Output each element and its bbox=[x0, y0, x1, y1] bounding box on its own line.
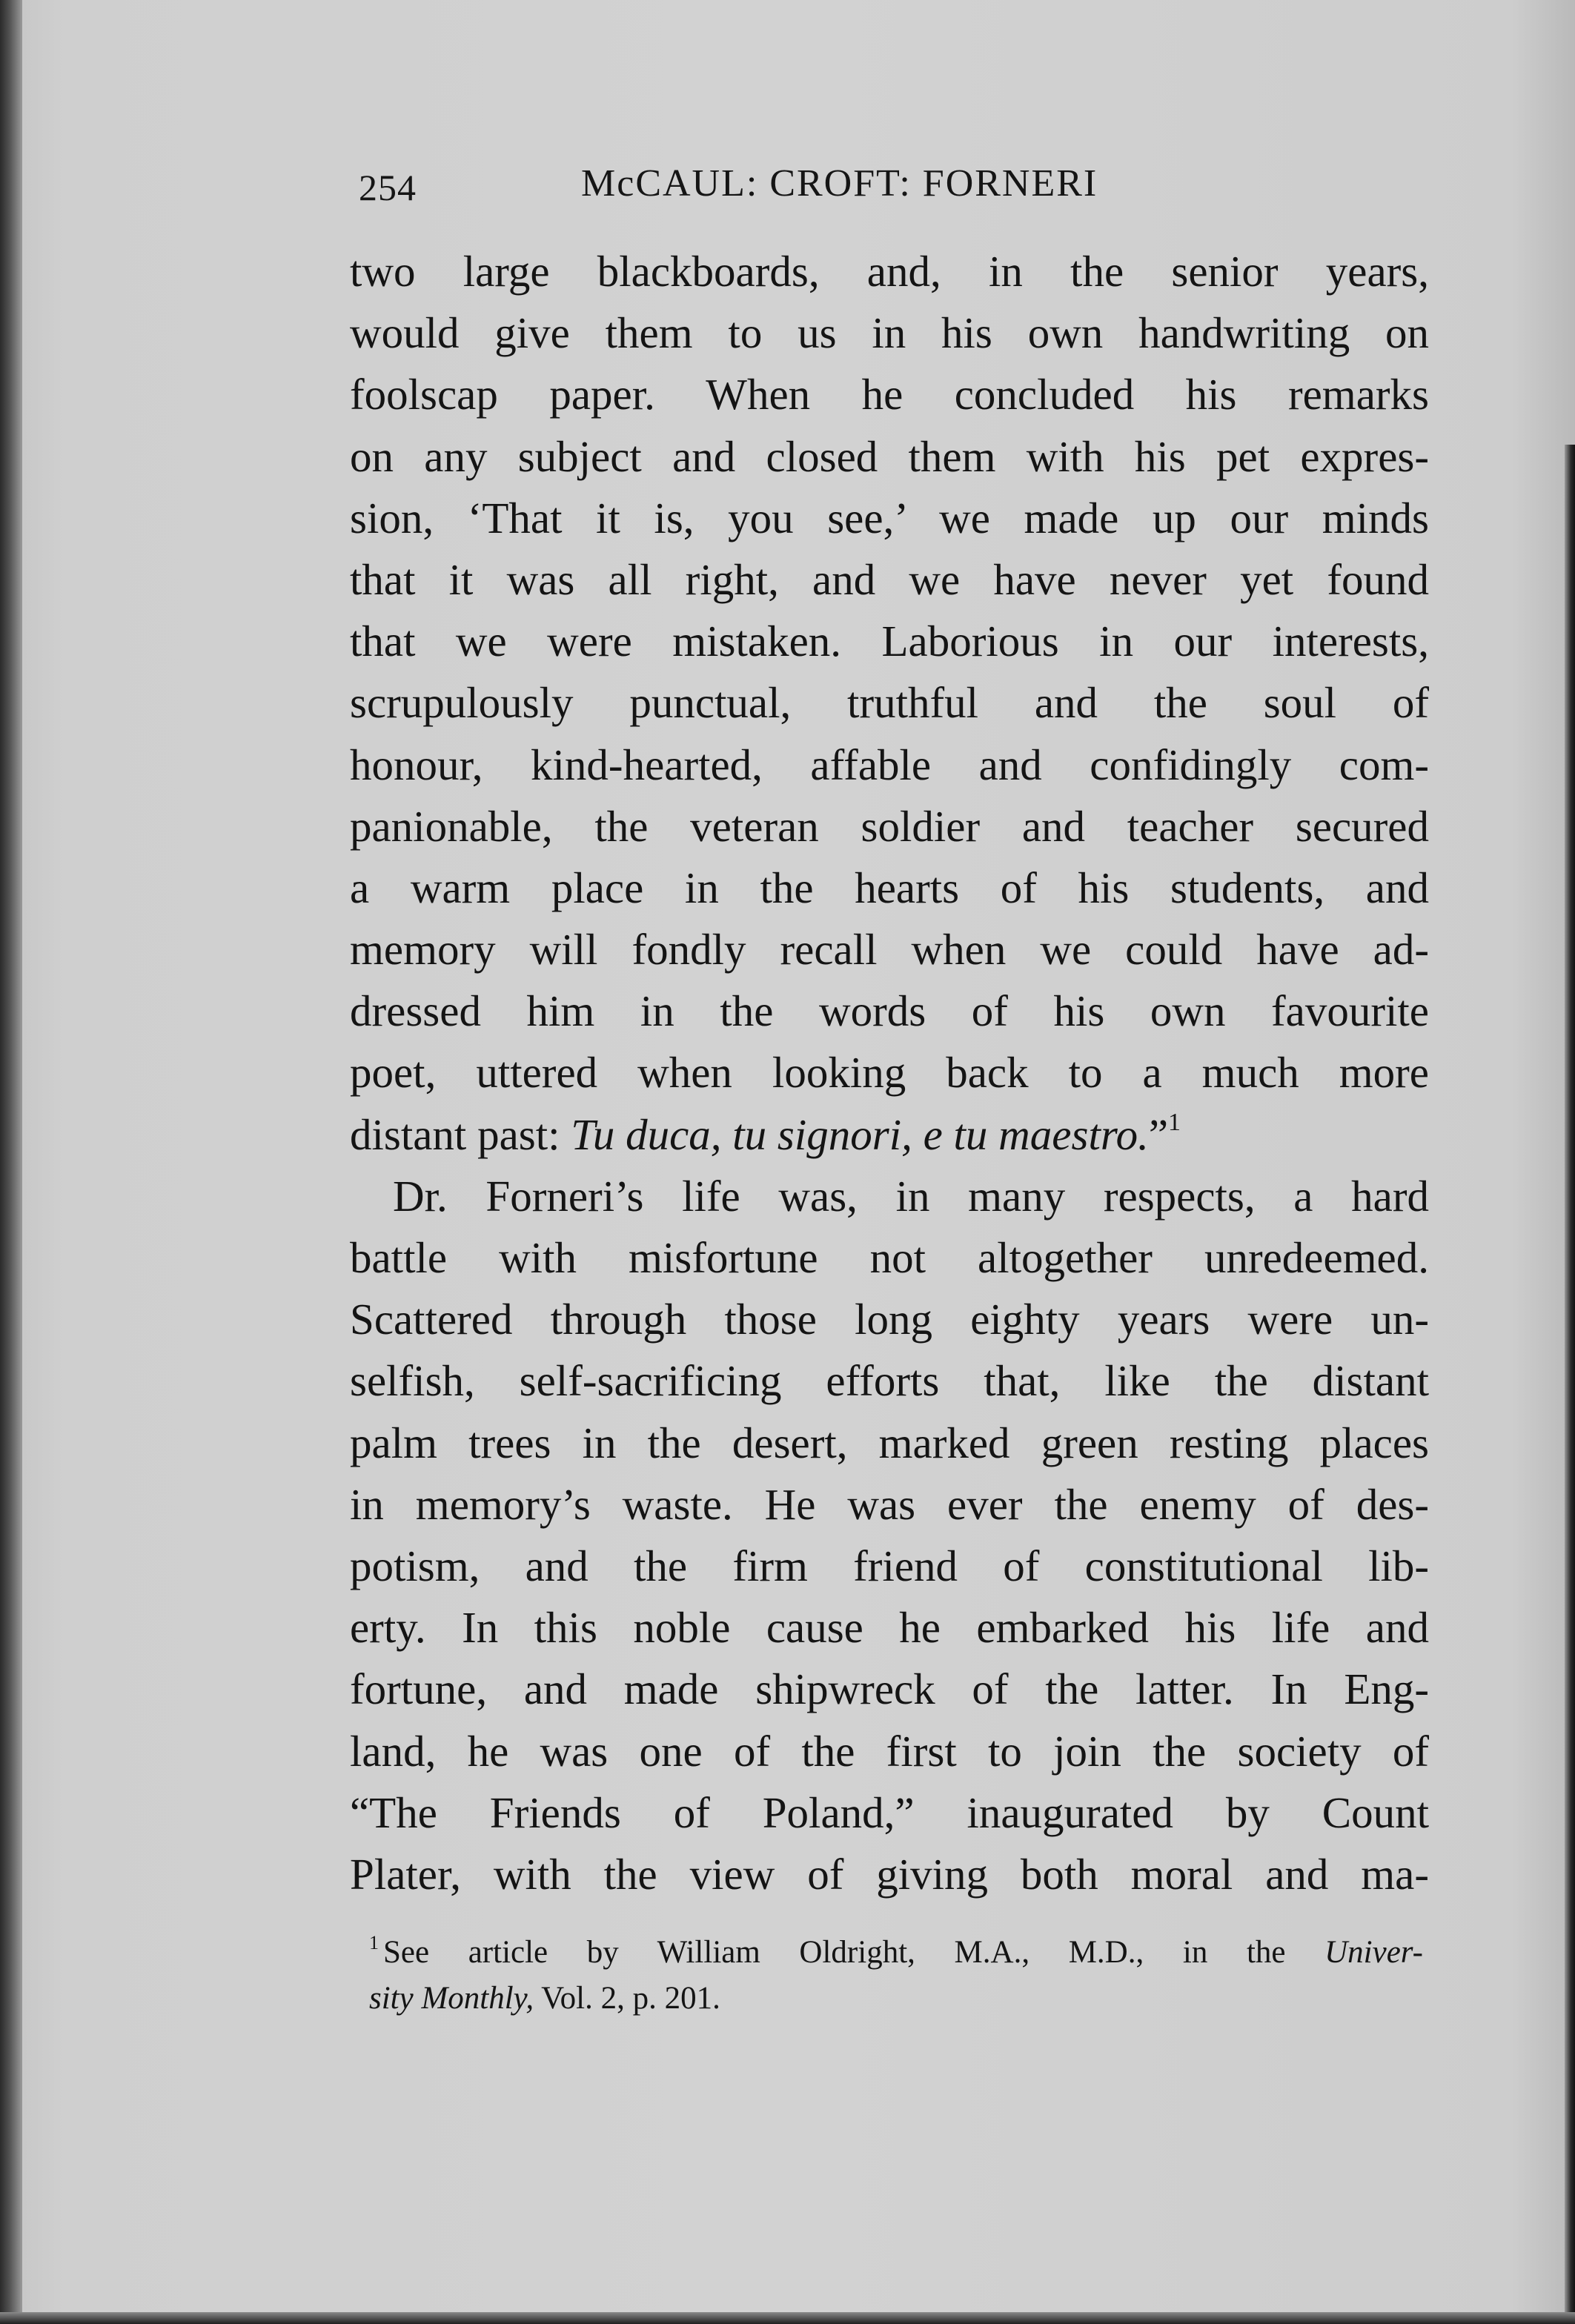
footnote-text-1: See article by William Oldright, M.A., M.D., in the bbox=[383, 1935, 1286, 1970]
paragraph2-line: Scattered through those long eighty years were un- bbox=[350, 1295, 1429, 1344]
paragraph2-line: Dr. Forneri’s life was, in many respects, a hard bbox=[393, 1171, 1429, 1221]
paragraph2-line: fortune, and made shipwreck of the latter. In Eng- bbox=[350, 1664, 1429, 1714]
page-number: 254 bbox=[359, 167, 417, 208]
paragraph2-line: potism, and the firm friend of constitutional lib- bbox=[350, 1541, 1429, 1590]
paragraph1-line: that we were mistaken. Laborious in our interests, bbox=[350, 617, 1429, 666]
paragraph1-line: sion, ‘That it is, you see,’ we made up our minds bbox=[350, 493, 1429, 542]
footnote-text-2: Vol. 2, p. 201. bbox=[541, 1981, 720, 2016]
running-title: McCAUL: CROFT: FORNERI bbox=[581, 162, 1098, 205]
paragraph1-line: that it was all right, and we have never yet found bbox=[350, 554, 1429, 604]
paragraph2-line: Plater, with the view of giving both moral and ma- bbox=[350, 1849, 1429, 1899]
page-right-edge bbox=[1565, 445, 1575, 2324]
paragraph2-line: erty. In this noble cause he embarked his life and bbox=[350, 1603, 1429, 1653]
italian-quote: Tu duca, tu signori, e tu maestro. bbox=[571, 1109, 1149, 1159]
footnote-italic-2: sity Monthly, bbox=[369, 1981, 534, 2016]
footnote bbox=[369, 1930, 1423, 2022]
paragraph2-line: “The Friends of Poland,” inaugurated by Count bbox=[350, 1787, 1429, 1837]
body-text bbox=[350, 241, 1429, 1905]
paragraph-2 bbox=[350, 1166, 1429, 1905]
paragraph1-line: dressed him in the words of his own favourite bbox=[350, 986, 1429, 1036]
paragraph1-line: two large blackboards, and, in the senior years, bbox=[350, 247, 1429, 296]
paragraph-1 bbox=[350, 241, 1429, 1104]
paragraph2-line: land, he was one of the first to join the society of bbox=[350, 1726, 1429, 1776]
paragraph1-line: honour, kind-hearted, affable and confidingly com- bbox=[350, 740, 1429, 789]
paragraph-1-last-line bbox=[350, 1104, 1429, 1166]
footnote-line-1 bbox=[369, 1930, 1423, 1976]
footnote-line-2 bbox=[369, 1976, 1423, 2022]
last-line-prefix: distant past: bbox=[350, 1109, 560, 1159]
running-header bbox=[359, 162, 1423, 213]
paragraph1-line: panionable, the veteran soldier and teacher secured bbox=[350, 801, 1429, 851]
paragraph1-line: foolscap paper. When he concluded his remarks bbox=[350, 370, 1429, 419]
footnote-italic-1: Univer- bbox=[1324, 1935, 1423, 1970]
page-bottom-edge bbox=[0, 2312, 1575, 2324]
paragraph1-line: on any subject and closed them with his pet expres- bbox=[350, 431, 1429, 481]
page-binding-edge bbox=[0, 0, 22, 2324]
paragraph1-line: memory will fondly recall when we could have ad- bbox=[350, 925, 1429, 975]
paragraph2-line: battle with misfortune not altogether unredeemed. bbox=[350, 1233, 1429, 1282]
paragraph1-line: a warm place in the hearts of his students, and bbox=[350, 863, 1429, 912]
paragraph2-line: selfish, self-sacrificing efforts that, like the distant bbox=[350, 1356, 1429, 1406]
footnote-marker: 1 bbox=[369, 1932, 379, 1953]
paragraph1-line: poet, uttered when looking back to a much more bbox=[350, 1048, 1429, 1098]
paragraph2-line: palm trees in the desert, marked green resting places bbox=[350, 1418, 1429, 1467]
paragraph2-line: in memory’s waste. He was ever the enemy of des- bbox=[350, 1479, 1429, 1529]
paragraph1-line: would give them to us in his own handwriting on bbox=[350, 308, 1429, 358]
footnote-reference: 1 bbox=[1168, 1108, 1181, 1136]
paragraph1-line: scrupulously punctual, truthful and the soul of bbox=[350, 678, 1429, 728]
closing-quote: ” bbox=[1148, 1109, 1169, 1159]
